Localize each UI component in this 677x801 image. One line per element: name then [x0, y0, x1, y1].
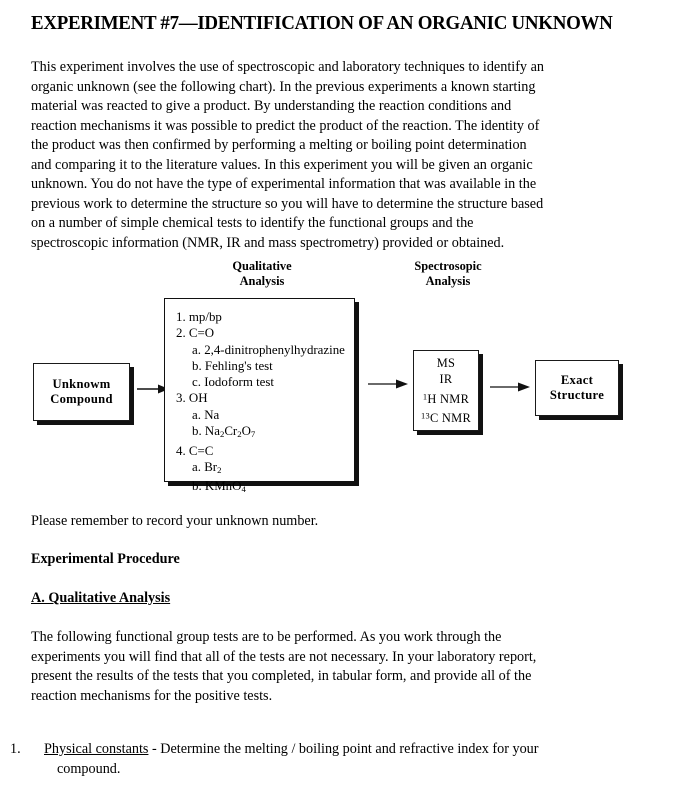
heading-section-a-qualitative-analysis: A. Qualitative Analysis	[31, 590, 171, 606]
list-label: Na	[204, 407, 220, 422]
paragraph-line: on a number of simple chemical tests to identify the functional groups and the	[31, 215, 474, 232]
box-label	[50, 377, 113, 408]
paragraph-line: reaction mechanisms for the positive tests.	[31, 687, 273, 704]
heading-line: Analysis	[239, 273, 285, 288]
heading-experimental-procedure: Experimental Procedure	[31, 551, 180, 567]
list-label: 2,4-dinitrophenylhydrazine	[204, 342, 345, 357]
list-marker: b.	[192, 358, 202, 373]
box-label-line: Unknowm	[52, 376, 111, 391]
box-label-line: Compound	[50, 392, 113, 406]
paragraph-line: spectroscopic information (NMR, IR and mass spectrometry) provided or obtained.	[31, 234, 505, 251]
arrow-right-icon	[368, 378, 408, 390]
list-label: C=C	[188, 443, 214, 458]
heading-line: Spectrosopic	[414, 259, 482, 273]
paragraph-line: experiments you will find that all of the tests are not necessary. In your laboratory report,	[31, 648, 537, 665]
heading-line: Qualitative	[232, 259, 292, 273]
procedure-item-term: Physical constants	[44, 741, 149, 757]
list-item	[176, 390, 354, 406]
flowchart-box-exact-structure	[535, 360, 619, 416]
list-marker: 4.	[176, 443, 186, 458]
list-label: C=O	[188, 326, 215, 341]
list-marker: 2.	[176, 326, 186, 341]
paragraph-line: the product was then confirmed by performing a melting or boiling point determination	[31, 137, 527, 154]
paragraph-line: present the results of the tests that you completed, in tabular form, and provide all of the	[31, 668, 532, 685]
flowchart-box-qualitative-tests	[164, 298, 355, 495]
flowchart-box-spectroscopic-methods	[413, 350, 479, 431]
list-item	[176, 423, 354, 442]
flowchart-box-unknown-compound	[33, 363, 130, 421]
list-item	[176, 358, 354, 374]
paragraph-line: reaction mechanisms it was possible to predict the product of the reaction. The identity of	[31, 117, 540, 134]
heading-line: Analysis	[425, 273, 471, 288]
analysis-flowchart	[0, 250, 677, 500]
box-label-line: Structure	[549, 388, 605, 402]
list-label: OH	[188, 391, 208, 406]
intro-paragraph	[31, 58, 587, 253]
list-marker: 1.	[176, 310, 186, 324]
list-item	[176, 325, 354, 341]
paragraph-line: previous work to determine the structure so you will have to determine the structure based	[31, 195, 544, 212]
paragraph-line: and comparing it to the literature values. In this experiment you will be given an organic	[31, 156, 533, 173]
paragraph-line: The following functional group tests are to be performed. As you work through the	[31, 629, 502, 645]
list-label: $Br_2$	[204, 459, 222, 476]
list-label: KMnO$_4$	[204, 479, 246, 495]
list-item	[176, 443, 354, 459]
list-marker: b.	[192, 479, 202, 494]
arrow-right-icon	[490, 381, 530, 393]
list-item	[176, 459, 354, 478]
method-line: IR	[439, 372, 453, 387]
method-line: MS	[436, 355, 456, 370]
remember-note: Please remember to record your unknown number.	[31, 513, 319, 529]
list-marker: a.	[192, 407, 201, 422]
procedure-item-second-line: compound.	[57, 760, 121, 777]
list-label: $Na_2Cr_2O_7$	[204, 424, 256, 440]
functional-group-tests-paragraph	[31, 628, 606, 706]
procedure-item-physical-constants	[10, 740, 617, 779]
list-marker: c.	[192, 375, 201, 390]
paragraph-line: material was reacted to give a product. By understanding the reaction conditions and	[31, 98, 512, 115]
method-line: $^1$H NMR	[422, 390, 470, 406]
list-item	[176, 342, 354, 358]
list-label: Iodoform test	[204, 375, 274, 390]
list-marker: a.	[192, 459, 201, 474]
list-marker: 3.	[176, 391, 186, 406]
paragraph-line: organic unknown (see the following chart). In the previous experiments a known starting	[31, 78, 536, 95]
list-marker: b.	[192, 424, 202, 439]
procedure-item-text: - Determine the melting / boiling point and refractive index for your	[148, 741, 539, 757]
list-item	[176, 309, 354, 325]
list-label: Fehling's test	[204, 358, 273, 373]
list-marker: a.	[192, 342, 201, 357]
flowchart-heading-qualitative	[202, 259, 322, 288]
box-label-line: Exact	[560, 372, 594, 387]
flowchart-heading-spectroscopic	[389, 259, 507, 288]
box-label	[550, 373, 604, 404]
procedure-item-first-line	[10, 740, 617, 760]
paragraph-line: unknown. You do not have the type of experimental information that was available in the	[31, 176, 537, 193]
list-label: mp/bp	[188, 310, 222, 324]
qualitative-test-list	[165, 299, 354, 498]
list-item	[176, 407, 354, 423]
procedure-item-number: 1.	[10, 741, 21, 757]
page-title: EXPERIMENT #7—IDENTIFICATION OF AN ORGANIC UNKNOWN	[31, 13, 613, 34]
box-label	[421, 355, 471, 426]
paragraph-line: This experiment involves the use of spectroscopic and laboratory techniques to identify an	[31, 59, 544, 75]
method-line: $^{13}$C NMR	[420, 410, 472, 425]
list-item	[176, 374, 354, 390]
list-item	[176, 478, 354, 497]
